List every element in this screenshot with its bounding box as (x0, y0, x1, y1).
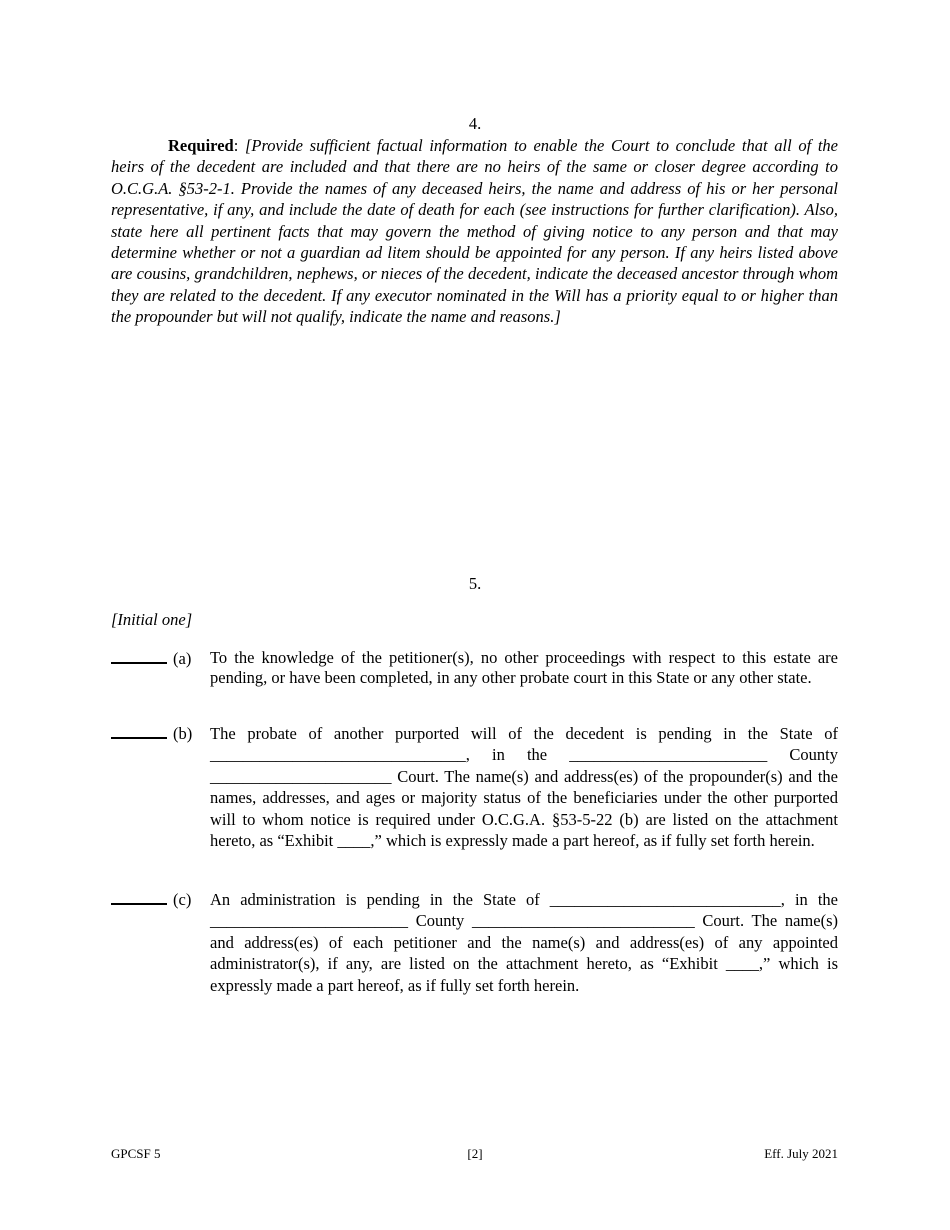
footer-page-number: [2] (467, 1146, 483, 1161)
initial-blank-b[interactable] (111, 737, 167, 739)
initial-one-label: [Initial one] (111, 610, 193, 629)
required-colon: : (233, 136, 245, 155)
required-label: Required (168, 136, 234, 155)
required-instructions-text: [Provide sufficient factual information to enable the Court to conclude that all of the heirs of the decedent are included and that there are no heirs of the same or closer degree according to O.C.G.A. §53-2-1. Provide the names of any deceased heirs, the name and address of his or her personal representative, if any, and include the date of death for each (see instructions for further clarification). Also, state here all pertinent facts that may govern the method of giving notice to any person and that may determine whether or not a guardian ad litem should be appointed for any person. If any heirs listed above are cousins, grandchildren, nephews, or nieces of the decedent, indicate the deceased ancestor through whom they are related to the decedent. If any executor nominated in the Will has a priority equal to or higher than the propounder but will not qualify, indicate the name and reasons.] (111, 136, 838, 327)
option-a-letter: (a) (173, 649, 192, 668)
option-b-letter: (b) (173, 724, 193, 743)
initial-blank-c[interactable] (111, 903, 167, 905)
option-a-text: To the knowledge of the petitioner(s), no other proceedings with respect to this estate are pending, or have been completed, in any other probate court in this State or any other state. (210, 648, 838, 687)
option-c-letter: (c) (173, 890, 192, 909)
footer-effective-date: Eff. July 2021 (764, 1146, 838, 1161)
initial-blank-a[interactable] (111, 662, 167, 664)
section-4-instructions (111, 135, 838, 328)
section-5-number: 5. (468, 574, 482, 593)
option-b-text: The probate of another purported will of the decedent is pending in the State of _______________________________, in the ________________________ County ______________________ Court. The name(s) and address(es) of the propounder(s) and the names, addresses, and ages or majority status of the beneficiaries under the other purported will to whom notice is required under O.C.G.A. §53-5-22 (b) are listed on the attachment hereto, as “Exhibit ____,” which is expressly made a part hereof, as if fully set forth herein. (210, 724, 838, 851)
footer-form-id: GPCSF 5 (111, 1146, 161, 1161)
option-c-text: An administration is pending in the State of ____________________________, in the ________________________ County ___________________________ Court. The name(s) and address(es) of each petitioner and the name(s) and address(es) of any appointed administrator(s), if any, are listed on the attachment hereto, as “Exhibit ____,” which is expressly made a part hereof, as if fully set forth herein. (210, 890, 838, 995)
section-4-number: 4. (468, 114, 482, 133)
